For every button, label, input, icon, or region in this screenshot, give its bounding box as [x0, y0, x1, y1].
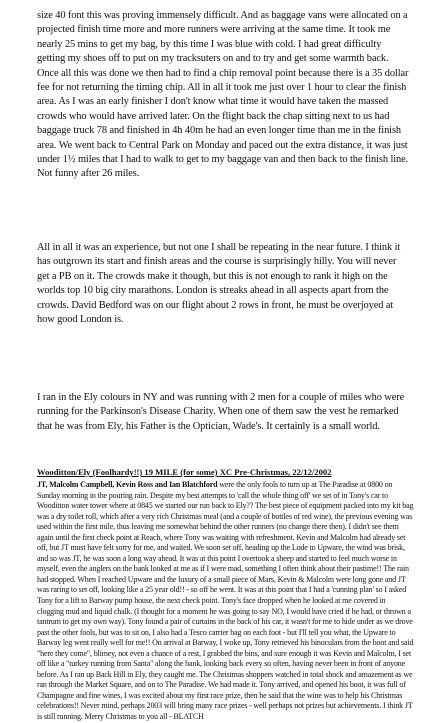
report-body: were the only fools to turn up at The Paradise at 0800 on Sunday morning in the pouring rain. Despite my best attempts to 'call the whole thing off' we set of in Tony's car to Wooditton water tower where at 0845 we started our run back to Ely?? The best piece of equipment packed into my kit bag was a dry toilet roll, which after a very rich Christmas meal (and a couple of bottles of red wine), the previous evening was used within the first mile, thus leaving me somewhat behind the other runners (no change there then). I didn't see them again until the first check point at Reach, where Tony was waiting with refreshment. Kevin and Malcolm had already set off, but JT must have felt sorry for me, and waited. We soon set off, heading up the Lode to Upware, the wind was brisk, and so was JT, he was soon a long way ahead. It was at this point I overtook a sheep and started to feel much worse in myself, even the anglers on the bank looked at me as if I were mad, something I often think about their pastime!! The rain had stopped. When I reached Upware and the luxury of a small piece of Mars, Kevin & Malcolm were long gone and JT was raring to set off, looking like a 25 year old!! - so off he went. It was at this point that I had a 'cunning plan' so I asked Tony for a lift to Barway pump house, the next check point. Tony's face dropped when he looked at me covered in clogging mud and liquid chalk. (I thought for a moment he was going to say NO, I would have cried if he had, or thrown a tantrum to get my own way). Tony found a pair of curtains in the back of his car, it wasn't for me to hide under as we drove past the other fools, but was to sit on, I also had a Tesco carrier bag on each foot - but I'll tell you what, the Upware to Barway leg went really well for me!! On arrival at Barway, I woke up, Tony retrieved his binoculars from the boot and said "here they come", blimey, not even a chance of a rest, I grabbed the bins, and sure enough it was Kevin and Malcolm, I set off like a "turkey running from Santa" along the bank, looking back every so often, having never been in front of anyone before. As I ran up Back Hill in Ely, they caught me. The Christmas shoppers watched in total shock and amazement as we ran through the Market Square, and on to The Paradise. We had made it. Tony arrived, and opened his boot, it was full of Champagne and fine wines, I was excited about my first race prize, then he said that the wine was to help his Christmas celebrations!! Never mind, perhaps 2003 will bring many race prizes - well perhaps not prizes but achievements. I think JT is still running. Merry Christmas to you all - BLATCH: [37, 480, 414, 722]
report-paragraph: [37, 480, 414, 723]
report-heading: Wooditton/Ely (Foolhardy!!) 19 MILE (for some) XC Pre-Christmas, 22/12/2002: [37, 467, 332, 477]
report-runner-names: JT, Malcolm Campbell, Kevin Ross and Ian Blatchford: [37, 480, 218, 489]
article-paragraph-1: size 40 font this was proving immensely difficult. And as baggage vans were allocated on a projected finish time more and more runners were arriving at the same time. It took me nearly 25 mins to get my bag, by this time I was blue with cold. I had great difficulty getting my shoes off to put on my tracksuters on and to try and get some warmth back. Once all this was done we then had to find a chip removal point because there is a 35 dollar fee for not returning the timing chip. All in all it took me just over 1 hour to clear the finish area. As I was an early finisher I don't know what time it would have taken the massed crowds who would have arrived later. On the flight back the chap sitting next to us had baggage truck 78 and finished in 4h 40m he had an even longer time than me in the finish area. We went back to Central Park on Monday and paced out the extra distance, it was just under 1½ miles that I had to walk to get to my baggage van and then back to the finish line. Not funny after 26 miles.: [37, 10, 409, 180]
article-paragraph-3: I ran in the Ely colours in NY and was running with 2 men for a couple of miles who were running for the Parkinson's Disease Charity. When one of them saw the vest he remarked that he was from Ely, his Father is the Optician, Wade's. It certainly is a small world.: [37, 392, 405, 432]
article-paragraph-2: All in all it was an experience, but not one I shall be repeating in the near future. I think it has outgrown its start and finish areas and the course is surprisingly hilly. You will never get a PB on it. The crowds make it though, but this is not enough to rank it high on the worlds top 10 big city marathons. London is streaks ahead in all aspects apart from the crowds. David Bedford was on our flight about 2 rows in front, he must be overjoyed at how good London is.: [37, 242, 401, 326]
